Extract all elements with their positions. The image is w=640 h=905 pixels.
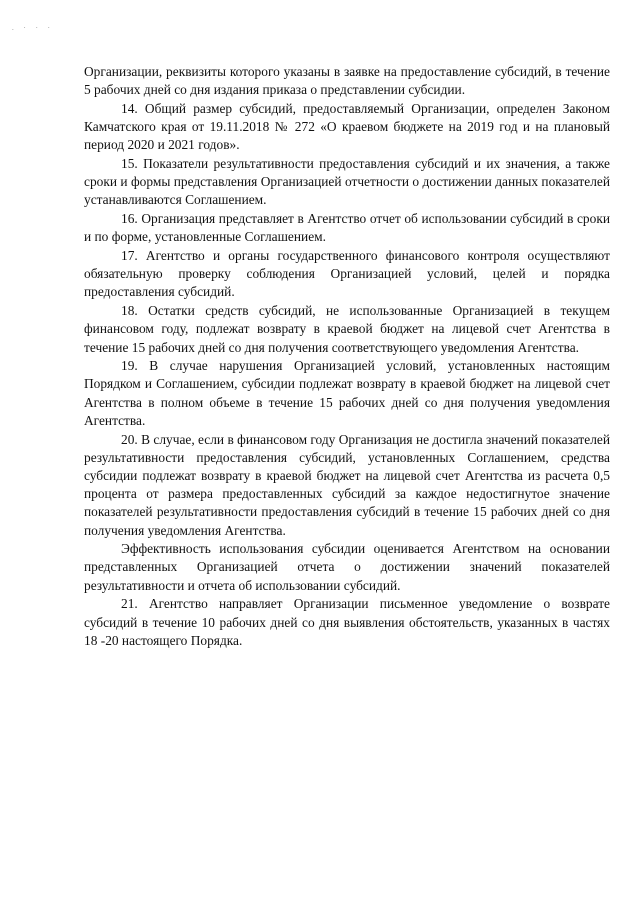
paragraph-18: 18. Остатки средств субсидий, не использованные Организацией в текущем финансовом году, подлежат возврату в краевой бюджет на лицевой счет Агентства в течение 15 рабочих дней со дня получения соответствующего уведомления Агентства. (84, 303, 610, 355)
paragraph-13-continuation: Организации, реквизиты которого указаны в заявке на предоставление субсидий, в течение 5 рабочих дней со дня издания приказа о представлении субсидии. (84, 64, 610, 98)
paragraph-16: 16. Организация представляет в Агентство отчет об использовании субсидий в сроки и по форме, установленные Соглашением. (84, 211, 610, 245)
paragraph-17: 17. Агентство и органы государственного финансового контроля осуществляют обязательную проверку соблюдения Организацией условий, целей и порядка предоставления субсидий. (84, 248, 610, 300)
paragraph-14: 14. Общий размер субсидий, предоставляемый Организации, определен Законом Камчатского края от 19.11.2018 № 272 «О краевом бюджете на 2019 год и на плановый период 2020 и 2021 годов». (84, 100, 610, 153)
paragraph-efficiency: Эффективность использования субсидии оценивается Агентством на основании представленных Организацией отчета о достижении значений показателей результативности и отчета об использовании субсидий. (84, 541, 610, 593)
paragraph-15: 15. Показатели результативности предоставления субсидий и их значения, а также сроки и формы представления Организацией отчетности о достижении данных показателей устанавливаются Соглашением. (84, 156, 610, 208)
paragraph-19: 19. В случае нарушения Организацией условий, установленных настоящим Порядком и Соглашением, субсидии подлежат возврату в краевой бюджет на лицевой счет Агентства в полном объеме в течение 15 рабочих дней со дня получения уведомления Агентства. (84, 358, 610, 428)
document-body (84, 63, 610, 651)
scan-marks: . · · · (12, 24, 54, 32)
paragraph-20: 20. В случае, если в финансовом году Организация не достигла значений показателей результативности предоставления субсидий, установленных Соглашением, средства субсидии подлежат возврату в краевой бюджет на лицевой счет Агентства из расчета 0,5 процента от размера предоставленных субсидий за каждое недостигнутое значение показателей результативности предоставления субсидий в течение 15 рабочих дней со дня получения уведомления Агентства. (84, 431, 610, 538)
paragraph-21: 21. Агентство направляет Организации письменное уведомление о возврате субсидий в течение 10 рабочих дней со дня выявления обстоятельств, указанных в частях 18 -20 настоящего Порядка. (84, 596, 610, 648)
